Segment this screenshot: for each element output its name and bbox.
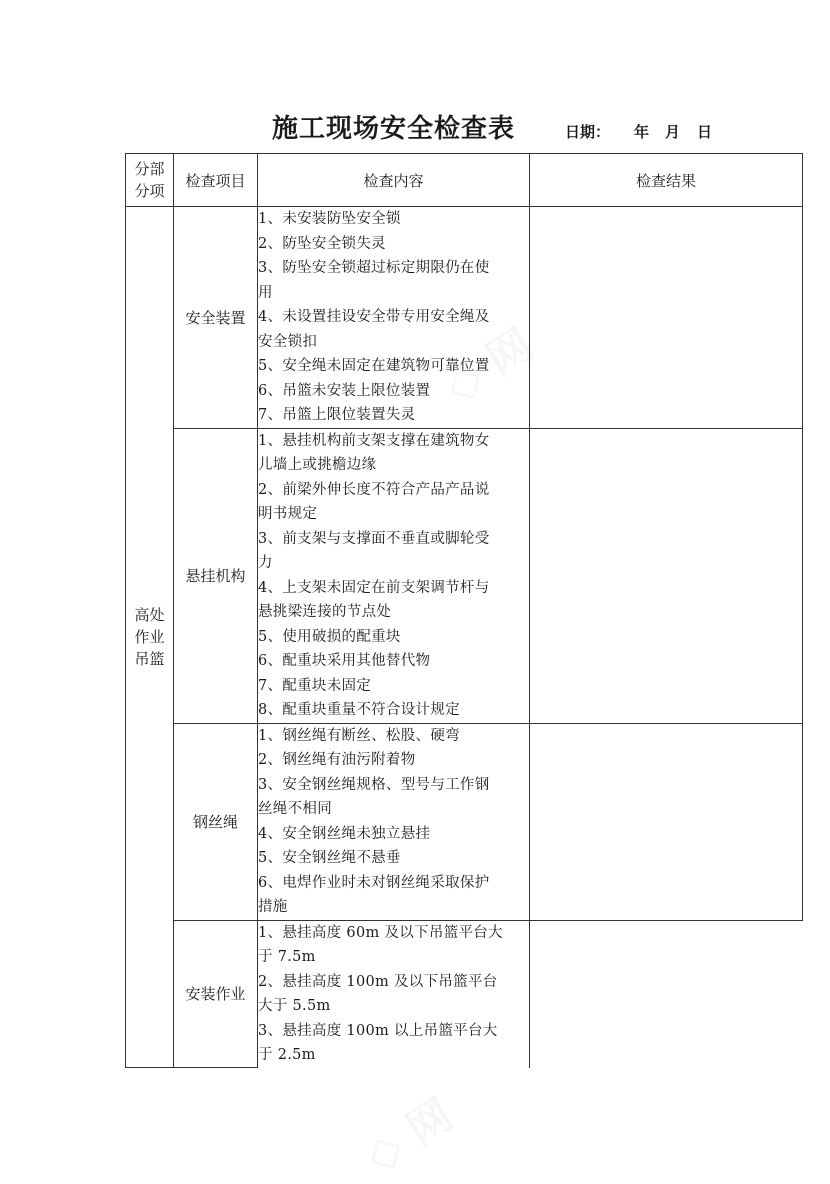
content-line: 3、安全钢丝绳规格、型号与工作钢 xyxy=(258,776,490,793)
content-line: 用 xyxy=(258,284,273,301)
header-category-line2: 分项 xyxy=(134,182,165,200)
content-line: 明书规定 xyxy=(258,506,318,522)
content-line: 4、未设置挂设安全带专用安全绳及 xyxy=(258,309,490,325)
content-line: 大于 5.5m xyxy=(258,998,331,1014)
content-line: 4、上支架未固定在前支架调节杆与 xyxy=(258,579,490,596)
date-day-label: 日 xyxy=(697,123,713,141)
content-cell xyxy=(258,920,530,1068)
table-row xyxy=(126,920,803,1068)
category-line: 吊篮 xyxy=(134,650,165,668)
result-cell[interactable] xyxy=(530,723,803,920)
item-cell: 悬挂机构 xyxy=(174,428,258,723)
content-line: 2、前梁外伸长度不符合产品产品说 xyxy=(258,481,490,498)
content-line: 1、钢丝绳有断丝、松股、硬弯 xyxy=(258,727,460,744)
watermark xyxy=(350,1080,463,1184)
header-item: 检查项目 xyxy=(174,154,258,207)
result-cell[interactable] xyxy=(530,207,803,429)
content-line: 4、安全钢丝绳未独立悬挂 xyxy=(258,825,431,842)
content-line: 6、吊篮未安装上限位装置 xyxy=(258,382,431,399)
content-line: 3、前支架与支撑面不垂直或脚轮受 xyxy=(258,530,490,547)
content-line: 6、配重块采用其他替代物 xyxy=(258,653,431,669)
content-line: 5、使用破损的配重块 xyxy=(258,628,401,645)
content-line: 2、钢丝绳有油污附着物 xyxy=(258,752,416,768)
header-category-line1: 分部 xyxy=(134,160,165,178)
item-cell: 钢丝绳 xyxy=(174,723,258,920)
table-row xyxy=(126,723,803,920)
content-line: 7、配重块未固定 xyxy=(258,677,372,694)
category-line: 高处 xyxy=(134,606,165,624)
content-line: 儿墙上或挑檐边缘 xyxy=(258,457,377,473)
content-line: 力 xyxy=(258,555,273,571)
content-line: 1、悬挂高度 60m 及以下吊篮平台大 xyxy=(258,924,503,941)
date-label: 日期： xyxy=(565,123,611,141)
content-line: 3、悬挂高度 100m 以上吊篮平台大 xyxy=(258,1022,498,1039)
content-cell xyxy=(258,723,530,920)
header-row xyxy=(126,154,803,207)
content-line: 安全锁扣 xyxy=(258,333,318,350)
content-line: 8、配重块重量不符合设计规定 xyxy=(258,702,460,718)
content-line: 5、安全绳未固定在建筑物可靠位置 xyxy=(258,358,490,374)
content-line: 3、防坠安全锁超过标定期限仍在使 xyxy=(258,260,490,276)
document-title: 施工现场安全检查表 xyxy=(272,114,516,144)
date-month-label: 月 xyxy=(665,123,681,141)
inspection-table xyxy=(125,153,803,1068)
content-line: 6、电焊作业时未对钢丝绳采取保护 xyxy=(258,874,490,891)
date-year-label: 年 xyxy=(634,123,650,141)
category-cell xyxy=(126,207,174,1068)
table-row xyxy=(126,428,803,723)
content-line: 5、安全钢丝绳不悬垂 xyxy=(258,850,401,866)
content-cell xyxy=(258,207,530,429)
content-line: 2、防坠安全锁失灵 xyxy=(258,235,386,252)
content-line: 悬挑梁连接的节点处 xyxy=(258,604,392,620)
content-line: 措施 xyxy=(258,899,288,915)
table-row xyxy=(126,207,803,429)
header-result: 检查结果 xyxy=(530,154,803,207)
item-cell: 安装作业 xyxy=(174,920,258,1068)
content-line: 1、悬挂机构前支架支撑在建筑物女 xyxy=(258,432,490,449)
title-row xyxy=(0,108,830,148)
category-line: 作业 xyxy=(134,628,165,646)
content-line: 1、未安装防坠安全锁 xyxy=(258,211,401,227)
content-line: 7、吊篮上限位装置失灵 xyxy=(258,407,416,423)
content-line: 于 7.5m xyxy=(258,949,316,965)
content-cell xyxy=(258,428,530,723)
content-line: 2、悬挂高度 100m 及以下吊篮平台 xyxy=(258,973,498,990)
header-content: 检查内容 xyxy=(258,154,530,207)
header-category xyxy=(126,154,174,207)
result-cell[interactable] xyxy=(530,920,803,1068)
result-cell[interactable] xyxy=(530,428,803,723)
content-line: 丝绳不相同 xyxy=(258,801,332,817)
content-line: 于 2.5m xyxy=(258,1047,316,1063)
item-cell: 安全装置 xyxy=(174,207,258,429)
